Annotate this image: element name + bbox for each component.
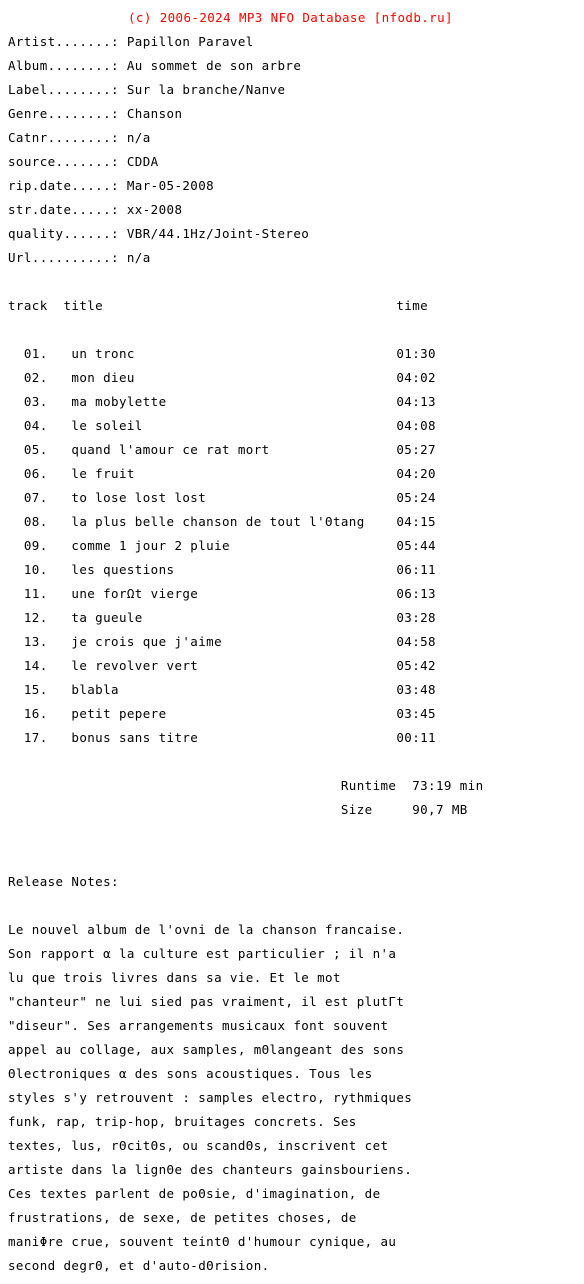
track-row: 05. quand l'amour ce rat mort 05:27 xyxy=(8,442,436,457)
release-notes-line: Son rapport α la culture est particulier ; il n'a xyxy=(8,946,397,961)
release-notes-line: "diseur". Ses arrangements musicaux font souvent xyxy=(8,1018,389,1033)
release-notes-line: styles s'y retrouvent : samples electro, rythmiques xyxy=(8,1090,413,1105)
blank-line xyxy=(8,756,484,768)
track-row: 14. le revolver vert 05:42 xyxy=(8,658,436,673)
release-notes-line: "chanteur" ne lui sied pas vraiment, il est plutΓt xyxy=(8,994,405,1009)
info-catnr: Catnr........: n/a xyxy=(8,130,151,145)
info-rip-date: rip.date.....: Mar-05-2008 xyxy=(8,178,215,193)
track-row: 08. la plus belle chanson de tout l'Θtang 04:15 xyxy=(8,514,436,529)
release-notes-line: lu que trois livres dans sa vie. Et le mot xyxy=(8,970,341,985)
copyright-notice: (c) 2006-2024 MP3 NFO Database [nfodb.ru] xyxy=(128,10,453,25)
track-row: 16. petit pepere 03:45 xyxy=(8,706,436,721)
copyright-line xyxy=(8,12,484,24)
track-row: 15. blabla 03:48 xyxy=(8,682,436,697)
blank-line xyxy=(8,900,484,912)
release-notes-heading: Release Notes: xyxy=(8,874,119,889)
track-row: 03. ma mobylette 04:13 xyxy=(8,394,436,409)
release-notes-line: textes, lus, rΘcitΘs, ou scandΘs, inscrivent cet xyxy=(8,1138,389,1153)
track-row: 12. ta gueule 03:28 xyxy=(8,610,436,625)
release-notes-line: funk, rap, trip-hop, bruitages concrets. Ses xyxy=(8,1114,357,1129)
track-row: 02. mon dieu 04:02 xyxy=(8,370,436,385)
size-line: Size 90,7 MB xyxy=(8,802,468,817)
track-row: 09. comme 1 jour 2 pluie 05:44 xyxy=(8,538,436,553)
track-row: 17. bonus sans titre 00:11 xyxy=(8,730,436,745)
blank-line xyxy=(8,852,484,864)
nfo-text xyxy=(8,0,484,1284)
track-row: 10. les questions 06:11 xyxy=(8,562,436,577)
track-row: 07. to lose lost lost 05:24 xyxy=(8,490,436,505)
blank-line xyxy=(8,324,484,336)
info-album: Album........: Au sommet de son arbre xyxy=(8,58,302,73)
info-artist: Artist.......: Papillon Paravel xyxy=(8,34,254,49)
release-notes-line: second degrΘ, et d'auto-dΘrision. xyxy=(8,1258,270,1273)
blank-line xyxy=(8,828,484,840)
release-notes-line: Ces textes parlent de poΘsie, d'imagination, de xyxy=(8,1186,381,1201)
release-notes-line: Le nouvel album de l'ovni de la chanson francaise. xyxy=(8,922,405,937)
info-label: Label........: Sur la branche/Naпve xyxy=(8,82,286,97)
blank-line xyxy=(8,276,484,288)
tracklist-header: track title time xyxy=(8,298,429,313)
release-notes-line: artiste dans la lignΘe des chanteurs gainsbouriens. xyxy=(8,1162,413,1177)
info-genre: Genre........: Chanson xyxy=(8,106,183,121)
track-row: 06. le fruit 04:20 xyxy=(8,466,436,481)
release-notes-line: Θlectroniques α des sons acoustiques. Tous les xyxy=(8,1066,373,1081)
track-row: 11. une forΩt vierge 06:13 xyxy=(8,586,436,601)
track-row: 13. je crois que j'aime 04:58 xyxy=(8,634,436,649)
release-notes-line: maniΦre crue, souvent teintΘ d'humour cynique, au xyxy=(8,1234,397,1249)
release-notes-line: appel au collage, aux samples, mΘlangeant des sons xyxy=(8,1042,405,1057)
release-notes-line: frustrations, de sexe, de petites choses, de xyxy=(8,1210,357,1225)
track-row: 01. un tronc 01:30 xyxy=(8,346,436,361)
info-str-date: str.date.....: xx-2008 xyxy=(8,202,183,217)
info-source: source.......: CDDA xyxy=(8,154,159,169)
info-quality: quality......: VBR/44.1Hz/Joint-Stereo xyxy=(8,226,310,241)
info-url: Url..........: n/a xyxy=(8,250,151,265)
track-row: 04. le soleil 04:08 xyxy=(8,418,436,433)
runtime-line: Runtime 73:19 min xyxy=(8,778,484,793)
